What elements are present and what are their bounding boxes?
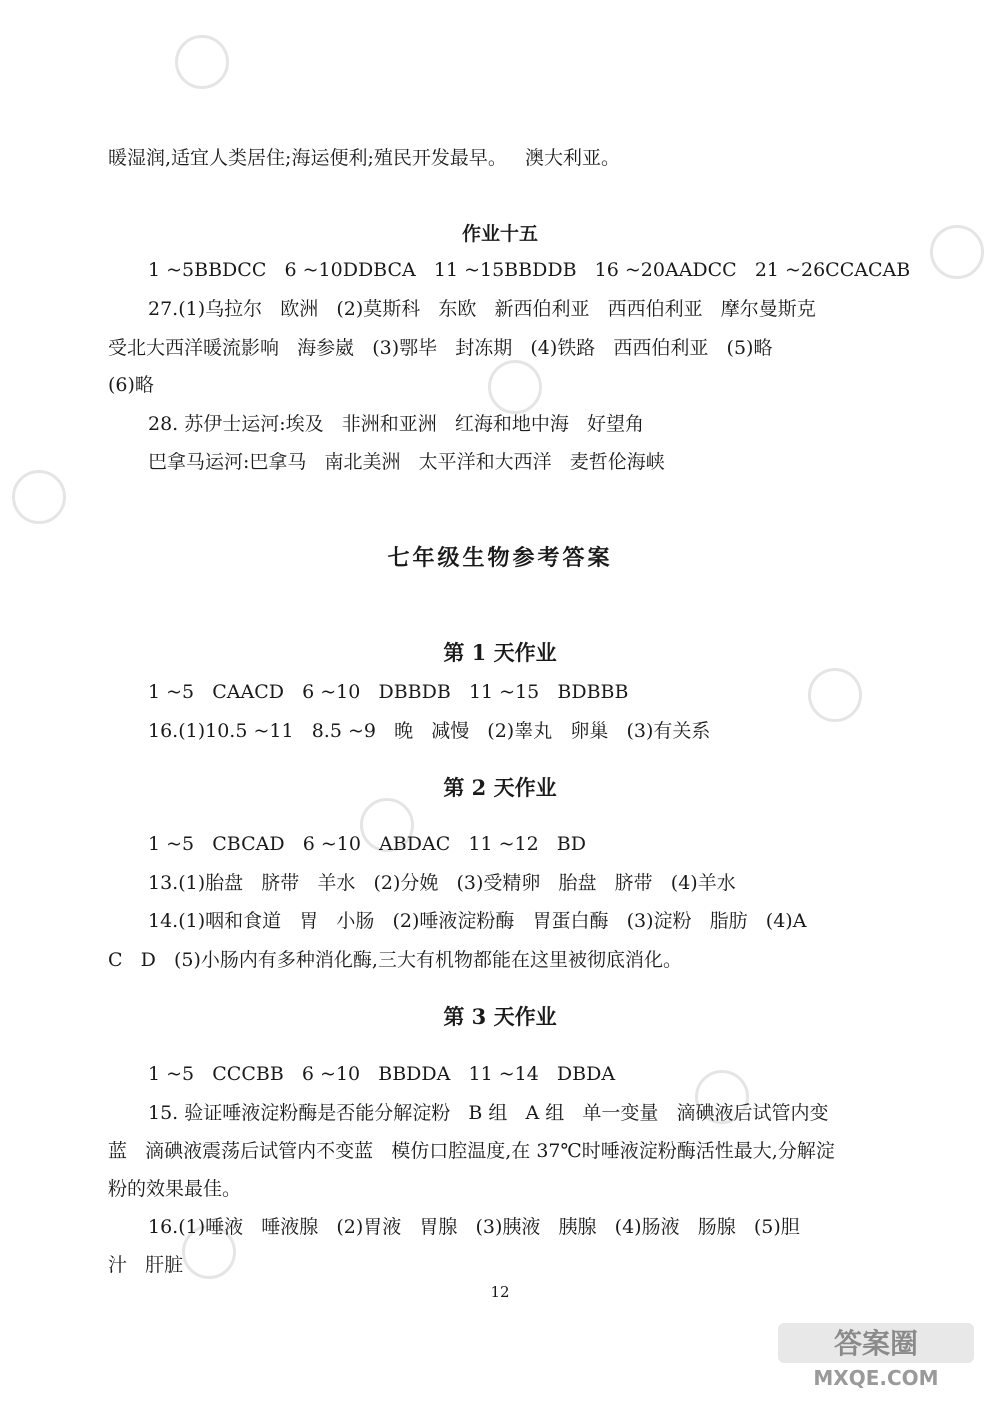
- answer-line: 1 ~5 CCCBB 6 ~10 BBDDA 11 ~14 DBDA: [148, 1063, 616, 1085]
- section-title-homework15: 作业十五: [461, 223, 538, 245]
- answer-line: 13.(1)胎盘 脐带 羊水 (2)分娩 (3)受精卵 胎盘 脐带 (4)羊水: [148, 872, 736, 894]
- text-line: 暖湿润,适宜人类居住;海运便利;殖民开发最早。 澳大利亚。: [108, 147, 620, 169]
- watermark-seal: [12, 470, 66, 524]
- svg-text:答案圈: 答案圈: [833, 1327, 919, 1360]
- watermark-logo-icon: [722, 1321, 982, 1391]
- watermark-seal: [175, 35, 229, 89]
- answer-line: 15. 验证唾液淀粉酶是否能分解淀粉 B 组 A 组 单一变量 滴碘液后试管内变: [148, 1102, 829, 1124]
- svg-text:MXQE.COM: MXQE.COM: [813, 1366, 939, 1390]
- answer-line: 27.(1)乌拉尔 欧洲 (2)莫斯科 东欧 新西伯利亚 西西伯利亚 摩尔曼斯克: [148, 298, 816, 320]
- watermark-seal: [488, 360, 542, 414]
- section-title-day2: 第 2 天作业: [443, 775, 557, 800]
- page-number: 12: [490, 1283, 510, 1301]
- answer-line: 16.(1)10.5 ~11 8.5 ~9 晚 减慢 (2)睾丸 卵巢 (3)有关系: [148, 720, 711, 742]
- answer-line: 14.(1)咽和食道 胃 小肠 (2)唾液淀粉酶 胃蛋白酶 (3)淀粉 脂肪 (4)A: [148, 910, 807, 932]
- answer-line: 28. 苏伊士运河:埃及 非洲和亚洲 红海和地中海 好望角: [148, 413, 645, 435]
- answer-line: 汁 肝脏: [108, 1254, 184, 1276]
- answer-line: 16.(1)唾液 唾液腺 (2)胃液 胃腺 (3)胰液 胰腺 (4)肠液 肠腺 (5)胆: [148, 1216, 800, 1238]
- watermark-logo: [722, 1321, 982, 1391]
- answer-line: 1 ~5BBDCC 6 ~10DDBCA 11 ~15BBDDB 16 ~20AADCC 21 ~26CCACAB: [148, 259, 911, 281]
- answer-line: 巴拿马运河:巴拿马 南北美洲 太平洋和大西洋 麦哲伦海峡: [148, 451, 665, 473]
- answer-line: 粉的效果最佳。: [108, 1178, 242, 1200]
- answer-line: (6)略: [108, 374, 154, 396]
- answer-line: 1 ~5 CBCAD 6 ~10 ABDAC 11 ~12 BD: [148, 833, 586, 855]
- answer-line: 1 ~5 CAACD 6 ~10 DBBDB 11 ~15 BDBBB: [148, 681, 629, 703]
- answer-line: 受北大西洋暖流影响 海参崴 (3)鄂毕 封冻期 (4)铁路 西西伯利亚 (5)略: [108, 337, 773, 359]
- page-heading-biology: 七年级生物参考答案: [387, 545, 613, 571]
- watermark-seal: [808, 668, 862, 722]
- answer-line: C D (5)小肠内有多种消化酶,三大有机物都能在这里被彻底消化。: [108, 949, 682, 971]
- answer-line: 蓝 滴碘液震荡后试管内不变蓝 模仿口腔温度,在 37℃时唾液淀粉酶活性最大,分解淀: [108, 1140, 835, 1162]
- section-title-day1: 第 1 天作业: [443, 640, 557, 665]
- section-title-day3: 第 3 天作业: [443, 1004, 557, 1029]
